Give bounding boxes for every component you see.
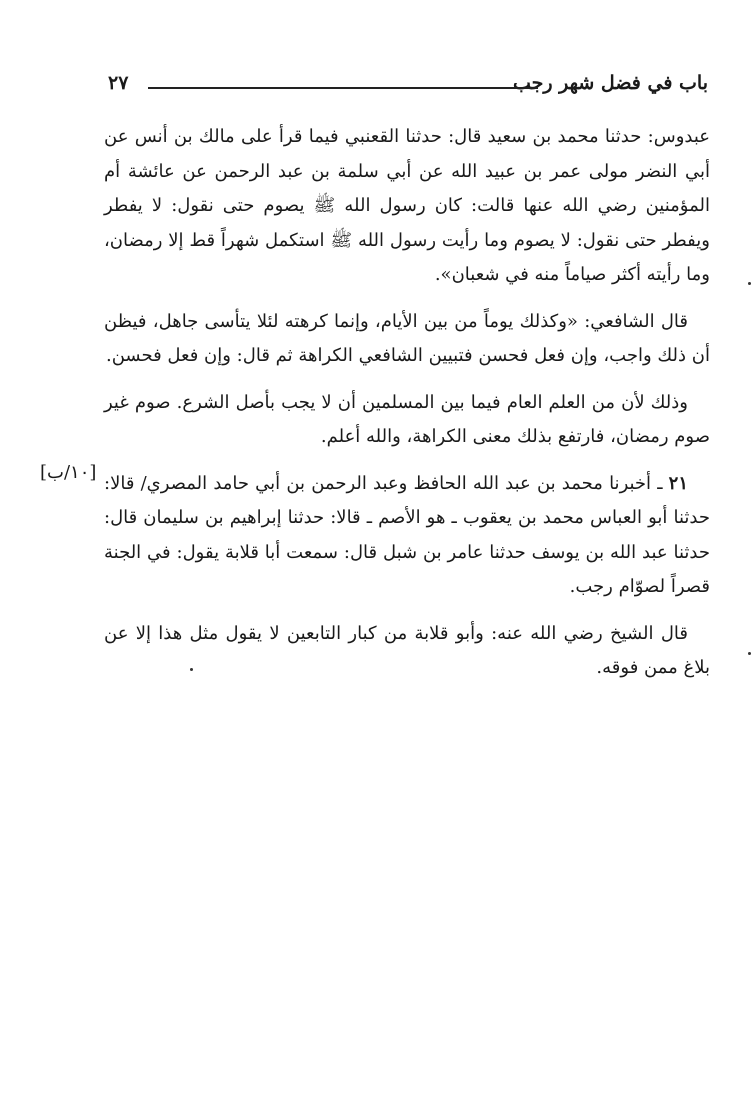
manuscript-folio-reference: [١٠/ب] (40, 462, 97, 483)
paragraph-5-text: قال الشيخ رضي الله عنه: وأبو قلابة من كبار التابعين لا يقول مثل هذا إلا عن بلاغ ممن فوقه. (104, 622, 710, 678)
paragraph-5 (104, 617, 710, 686)
scan-speck (190, 668, 193, 671)
page-header (108, 70, 708, 100)
running-title: باب في فضل شهر رجب (512, 72, 708, 94)
body-text (104, 120, 710, 698)
paragraph-4-text: ـ أخبرنا محمد بن عبد الله الحافظ وعبد الرحمن بن أبي حامد المصري/ قالا: حدثنا أبو العباس محمد بن يعقوب ـ هو الأصم ـ قالا: حدثنا إبراهيم بن سليمان قال: حدثنا عبد الله بن يوسف حدثنا عامر بن شبل قال: سمعت أبا قلابة يقول: في الجنة قصراً لصوّام رجب. (104, 472, 710, 597)
paragraph-2-text: قال الشافعي: «وكذلك يوماً من بين الأيام، وإنما كرهته لئلا يتأسى جاهل، فيظن أن ذلك واجب، وإن فعل فحسن فتبيين الشافعي الكراهة ثم قال: وإن فعل فحسن. (104, 310, 710, 366)
paragraph-1-text: عبدوس: حدثنا محمد بن سعيد قال: حدثنا القعنبي فيما قرأ على مالك بن أنس عن أبي النضر مولى عمر بن عبيد الله عن أبي سلمة بن عبد الرحمن عن عائشة أم المؤمنين رضي الله عنها قالت: كان رسول الله ﷺ يصوم حتى نقول: لا يفطر ويفطر حتى نقول: لا يصوم وما رأيت رسول الله ﷺ استكمل شهراً قط إلا رمضان، وما رأيته أكثر صياماً منه في شعبان». (104, 126, 710, 285)
scan-speck (748, 652, 751, 655)
paragraph-3-text: وذلك لأن من العلم العام فيما بين المسلمين أن لا يجب بأصل الشرع. صوم غير صوم رمضان، فارتفع بذلك معنى الكراهة، والله أعلم. (104, 391, 710, 447)
paragraph-3 (104, 386, 710, 455)
page-number: ٢٧ (108, 72, 129, 94)
paragraph-4 (104, 467, 710, 605)
paragraph-1 (104, 120, 710, 293)
hadith-number: ٢١ (668, 472, 688, 494)
paragraph-2 (104, 305, 710, 374)
scan-speck (748, 282, 751, 285)
header-rule (148, 87, 538, 89)
